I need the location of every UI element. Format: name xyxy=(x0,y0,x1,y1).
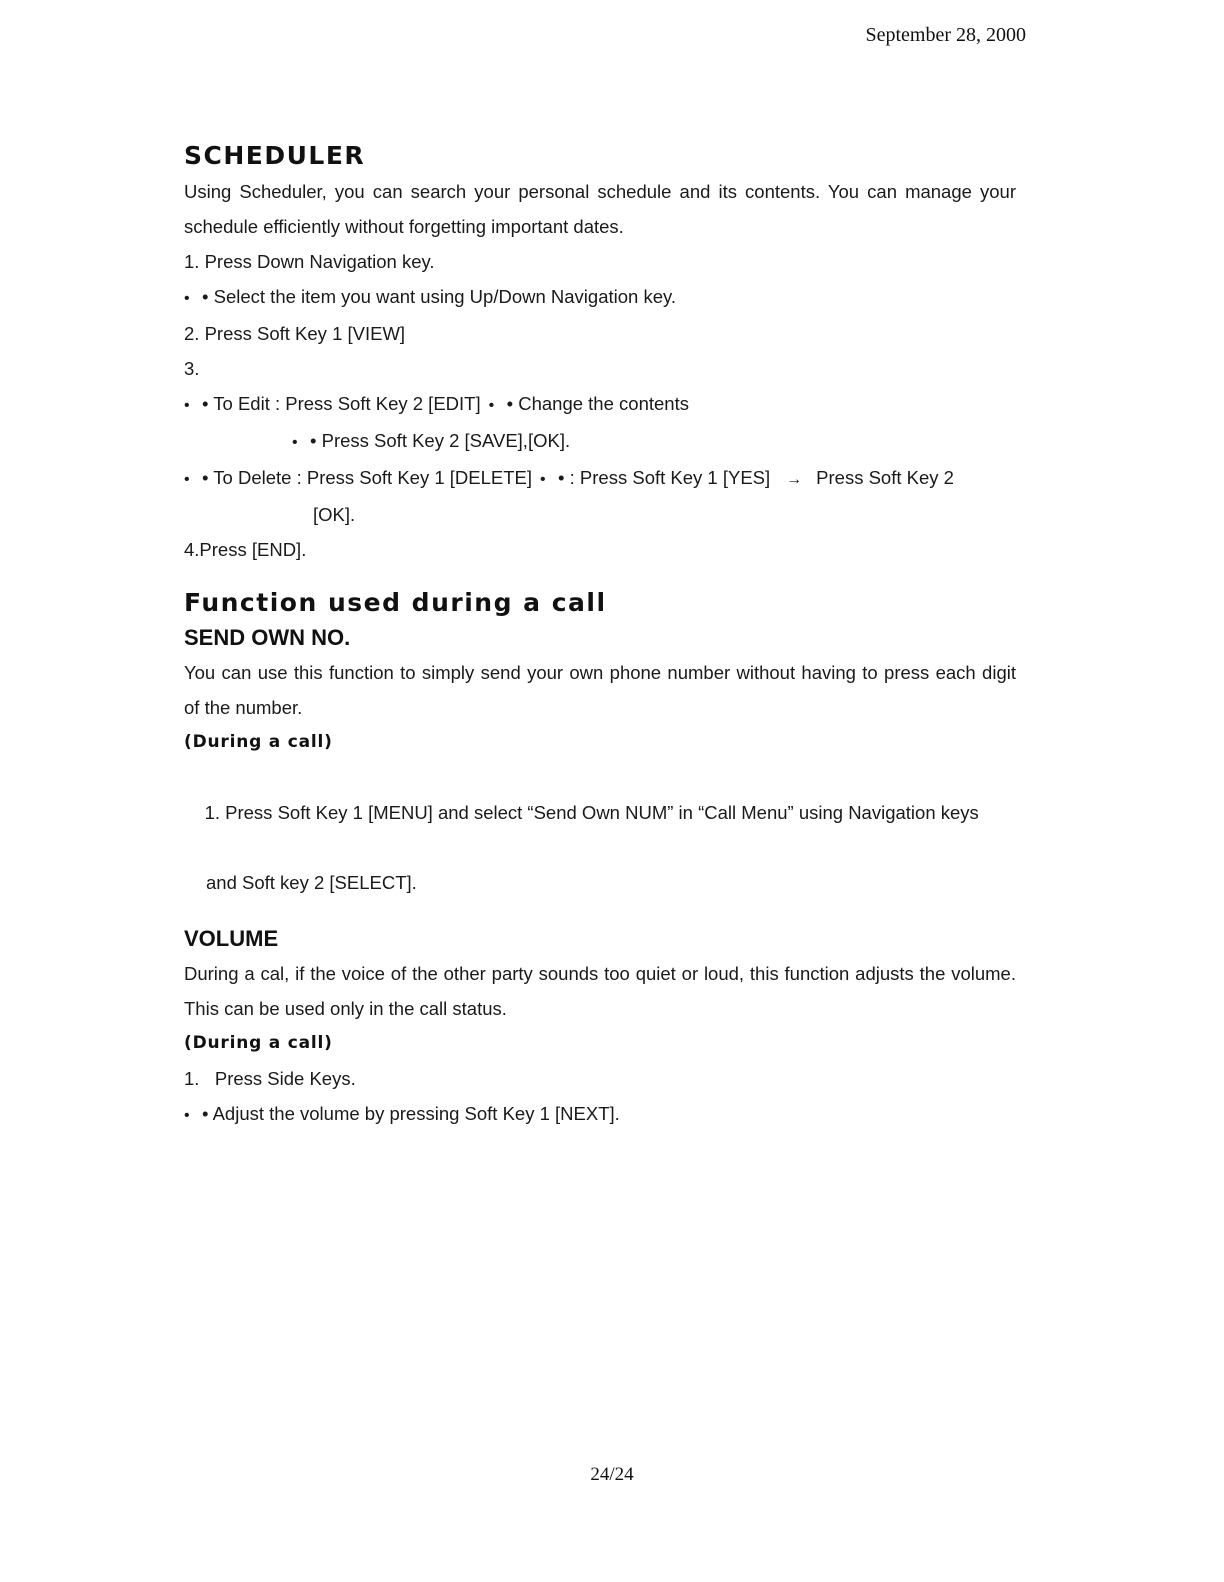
bullet-icon: • xyxy=(184,290,190,307)
scheduler-edit-save-row xyxy=(184,423,1016,460)
volume-step-1-bullet xyxy=(184,1096,1016,1133)
scheduler-edit-text: • To Edit : Press Soft Key 2 [EDIT] xyxy=(202,393,481,414)
volume-title: VOLUME xyxy=(184,926,279,951)
bullet-icon: • xyxy=(292,434,298,451)
bullet-icon: • xyxy=(184,397,190,414)
scheduler-step-1: 1. Press Down Navigation key. xyxy=(184,251,435,272)
send-own-title: SEND OWN NO. xyxy=(184,625,351,650)
scheduler-delete-yes-text: • : Press Soft Key 1 [YES] xyxy=(558,467,771,488)
volume-step-1: 1. Press Side Keys. xyxy=(184,1068,356,1089)
page-number: 24/24 xyxy=(590,1464,634,1485)
scheduler-step-4: 4.Press [END]. xyxy=(184,539,307,560)
send-own-intro: You can use this function to simply send your own phone number without having to press each digit of the number. xyxy=(184,662,1016,718)
function-call-title: Function used during a call xyxy=(184,588,607,617)
scheduler-edit-change-text: • Change the contents xyxy=(506,393,689,414)
scheduler-delete-text: • To Delete : Press Soft Key 1 [DELETE] xyxy=(202,467,533,488)
bullet-icon: • xyxy=(488,397,495,414)
send-own-during-label: (During a call) xyxy=(184,732,333,752)
volume-step-1-bullet-text: • Adjust the volume by pressing Soft Key 1 [NEXT]. xyxy=(202,1103,620,1124)
volume-intro: During a cal, if the voice of the other party sounds too quiet or loud, this function adjusts the volume. This can be used only in the call status. xyxy=(184,963,1016,1019)
send-own-step-1-continuation: and Soft key 2 [SELECT]. xyxy=(206,872,417,893)
scheduler-delete-ok-text: Press Soft Key 2 xyxy=(816,467,954,488)
volume-during-label: (During a call) xyxy=(184,1033,333,1053)
scheduler-step-1-bullet-text: • Select the item you want using Up/Down Navigation key. xyxy=(202,286,677,307)
scheduler-delete-ok-continuation: [OK]. xyxy=(313,504,356,525)
send-own-step-1-text: Press Soft Key 1 [MENU] and select “Send Own NUM” in “Call Menu” using Navigation keys xyxy=(225,802,979,823)
header-date: September 28, 2000 xyxy=(865,24,1026,46)
scheduler-title: SCHEDULER xyxy=(184,141,366,170)
send-own-step-1 xyxy=(184,760,1016,865)
scheduler-intro: Using Scheduler, you can search your personal schedule and its contents. You can manage your schedule efficiently without forgetting important dates. xyxy=(184,181,1016,237)
scheduler-step-3: 3. xyxy=(184,358,200,379)
scheduler-edit-save-text: • Press Soft Key 2 [SAVE],[OK]. xyxy=(310,430,571,451)
scheduler-delete-row xyxy=(184,460,1016,497)
scheduler-edit-row xyxy=(184,386,1016,423)
arrow-right-icon: → xyxy=(786,471,803,488)
page-content xyxy=(184,138,1016,1133)
scheduler-step-1-bullet xyxy=(184,279,1016,316)
send-own-step-1-number: 1. xyxy=(204,802,220,823)
bullet-icon: • xyxy=(184,471,190,488)
bullet-icon: • xyxy=(540,471,546,488)
bullet-icon: • xyxy=(184,1107,190,1124)
scheduler-step-2: 2. Press Soft Key 1 [VIEW] xyxy=(184,323,406,344)
